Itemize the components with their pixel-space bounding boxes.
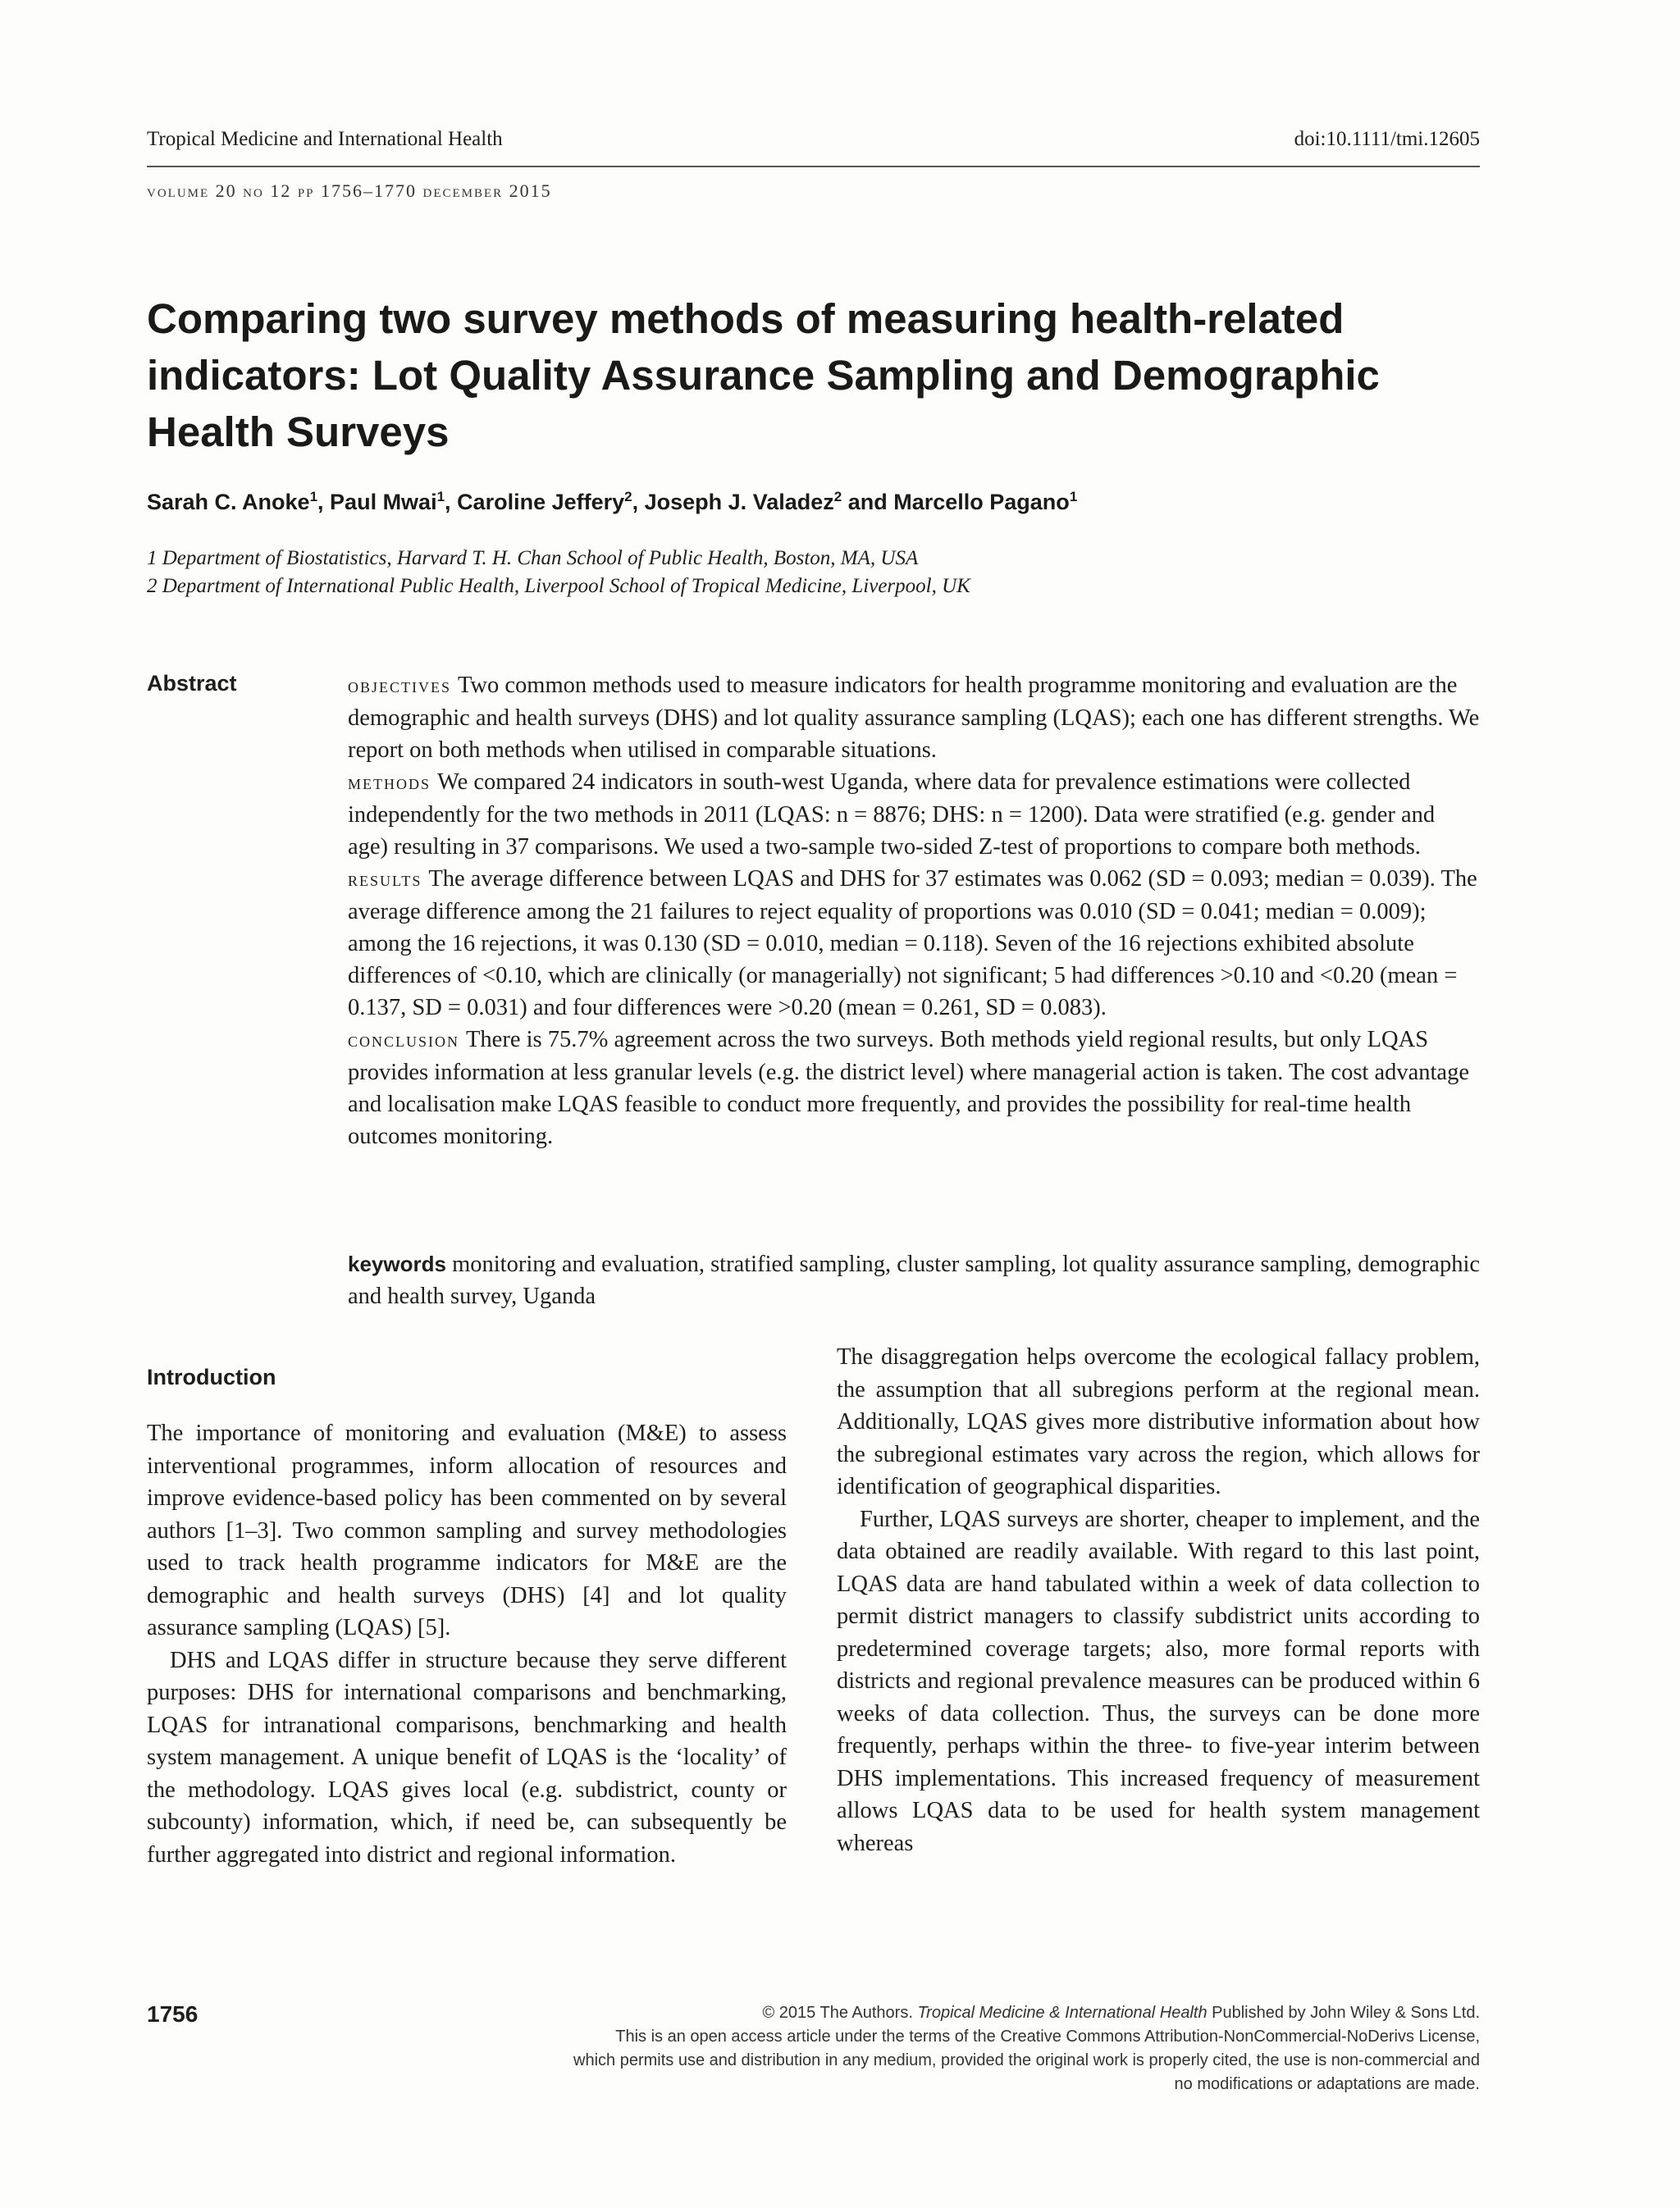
copyright-line [413, 2001, 1480, 2025]
results-text: The average difference between LQAS and DHS for 37 estimates was 0.062 (SD = 0.093; median = 0.039). The average difference among the 21 failures to reject equality of proportions was 0.010 (SD = 0.041; median = 0.009); among the 16 rejections, it was 0.130 (SD = 0.010, median = 0.118). Seven of the 16 rejections exhibited absolute differences of <0.10, which are clinically (or managerially) not significant; 5 had differences >0.10 and <0.20 (mean = 0.137, SD = 0.031) and four differences were >0.20 (mean = 0.261, SD = 0.083). [348, 866, 1477, 1020]
affiliation-mark: 1 [1069, 489, 1078, 504]
paragraph: DHS and LQAS differ in structure because they serve different purposes: DHS for international comparisons and benchmarking, LQAS for intranational comparisons, benchmarking and health system management. A unique benefit of LQAS is the ‘locality’ of the methodology. LQAS gives local (e.g. subdistrict, county or subcounty) information, which, if need be, can subsequently be further aggregated into district and regional information. [147, 1647, 787, 1868]
affiliation-item: 1 Department of Biostatistics, Harvard T. H. Chan School of Public Health, Boston, MA, USA [147, 547, 919, 569]
copyright-pre: © 2015 The Authors. [762, 2004, 918, 2022]
author-list [147, 489, 1492, 515]
doi[interactable]: doi:10.1111/tmi.12605 [1294, 128, 1480, 150]
keywords-label: keywords [348, 1252, 446, 1276]
author-name[interactable]: Marcello Pagano [893, 490, 1070, 514]
author-name[interactable]: Paul Mwai [330, 490, 437, 514]
paragraph: The importance of monitoring and evaluation (M&E) to assess interventional programmes, inform allocation of resources and improve evidence-based policy has been commented on by several authors [1–3]. Two common sampling and survey methodologies used to track health programme indicators for M&E are the demographic and health surveys (DHS) [4] and lot quality assurance sampling (LQAS) [5]. [147, 1421, 787, 1640]
author-name[interactable]: Caroline Jeffery [457, 490, 625, 514]
objectives-text: Two common methods used to measure indicators for health programme monitoring and evaluation are the demographic and health surveys (DHS) and lot quality assurance sampling (LQAS); each one has different strengths. We report on both methods when utilised in comparable situations. [348, 673, 1480, 763]
author-separator: , [317, 490, 331, 514]
article-title: Comparing two survey methods of measuring health-related indicators: Lot Quality Assurance Sampling and Demographic Health Surveys [147, 295, 1380, 455]
right-column [837, 1341, 1480, 1859]
methods-text: We compared 24 indicators in south-west Uganda, where data for prevalence estimations were collected independently for the two methods in 2011 (LQAS: n = 8876; DHS: n = 1200). Data were stratified (e.g. gender and age) resulting in 37 comparisons. We used a two-sample two-sided Z-test of proportions to compare both methods. [348, 769, 1436, 860]
abstract-label: Abstract [147, 671, 237, 696]
author-and: and [842, 490, 894, 514]
left-column [147, 1417, 787, 1871]
page-number: 1756 [147, 2001, 199, 2027]
paragraph: The disaggregation helps overcome the ecological fallacy problem, the assumption that all subregions perform at the regional mean. Additionally, LQAS gives more distributive information about how the subregional estimates vary across the region, which allows for identification of geographical disparities. [837, 1344, 1480, 1499]
objectives-label: objectives [348, 675, 452, 697]
author-separator: , [445, 490, 458, 514]
conclusion-text: There is 75.7% agreement across the two surveys. Both methods yield regional results, but only LQAS provides information at less granular levels (e.g. the district level) where managerial action is taken. The cost advantage and localisation make LQAS feasible to conduct more frequently, and provides the possibility for real-time health outcomes monitoring. [348, 1027, 1469, 1149]
conclusion-label: conclusion [348, 1029, 460, 1052]
author-name[interactable]: Joseph J. Valadez [644, 490, 834, 514]
abstract-conclusion [348, 1024, 1480, 1152]
license-line[interactable]: This is an open access article under the terms of the Creative Commons Attribution-NonCommercial-NoDerivs License, [615, 2028, 1480, 2046]
license-line: which permits use and distribution in any medium, provided the original work is properly cited, the use is non-commercial and [573, 2051, 1480, 2069]
affiliation-mark: 1 [309, 489, 318, 504]
abstract-body [348, 669, 1480, 1152]
paragraph: Further, LQAS surveys are shorter, cheaper to implement, and the data obtained are readily available. With regard to this last point, LQAS data are hand tabulated within a week of data collection to permit district managers to classify subdistrict units according to predetermined coverage targets; also, more formal reports with districts and regional prevalence measures can be produced within 6 weeks of data collection. Thus, the surveys can be done more frequently, perhaps within the three- to five-year interim between DHS implementations. This increased frequency of measurement allows LQAS data to be used for health system management whereas [837, 1506, 1480, 1856]
affiliation-mark: 2 [833, 489, 842, 504]
author-name[interactable]: Sarah C. Anoke [147, 490, 310, 514]
author-separator: , [632, 490, 645, 514]
license-line: no modifications or adaptations are made. [1174, 2075, 1480, 2093]
copyright-post: Published by John Wiley & Sons Ltd. [1207, 2004, 1480, 2022]
affiliation-item: 2 Department of International Public Health, Liverpool School of Tropical Medicine, Liverpool, UK [147, 575, 970, 597]
affiliation-mark: 1 [436, 489, 445, 504]
volume-line: volume 20 no 12 pp 1756–1770 december 2015 [147, 180, 552, 201]
journal-italic: Tropical Medicine & International Health [917, 2004, 1208, 2022]
keywords-text: monitoring and evaluation, stratified sampling, cluster sampling, lot quality assurance sampling, demographic and health survey, Uganda [348, 1252, 1481, 1309]
journal-name: Tropical Medicine and International Health [147, 128, 503, 150]
methods-label: methods [348, 772, 431, 794]
abstract-results [348, 863, 1480, 1024]
introduction-heading: Introduction [147, 1365, 276, 1389]
abstract-objectives [348, 669, 1480, 766]
abstract-methods [348, 766, 1480, 863]
license-notice [413, 2001, 1480, 2096]
affiliation-mark: 2 [624, 489, 632, 504]
affiliations [147, 545, 1492, 600]
keywords [348, 1248, 1480, 1312]
results-label: results [348, 869, 422, 891]
header-rule [147, 166, 1480, 167]
